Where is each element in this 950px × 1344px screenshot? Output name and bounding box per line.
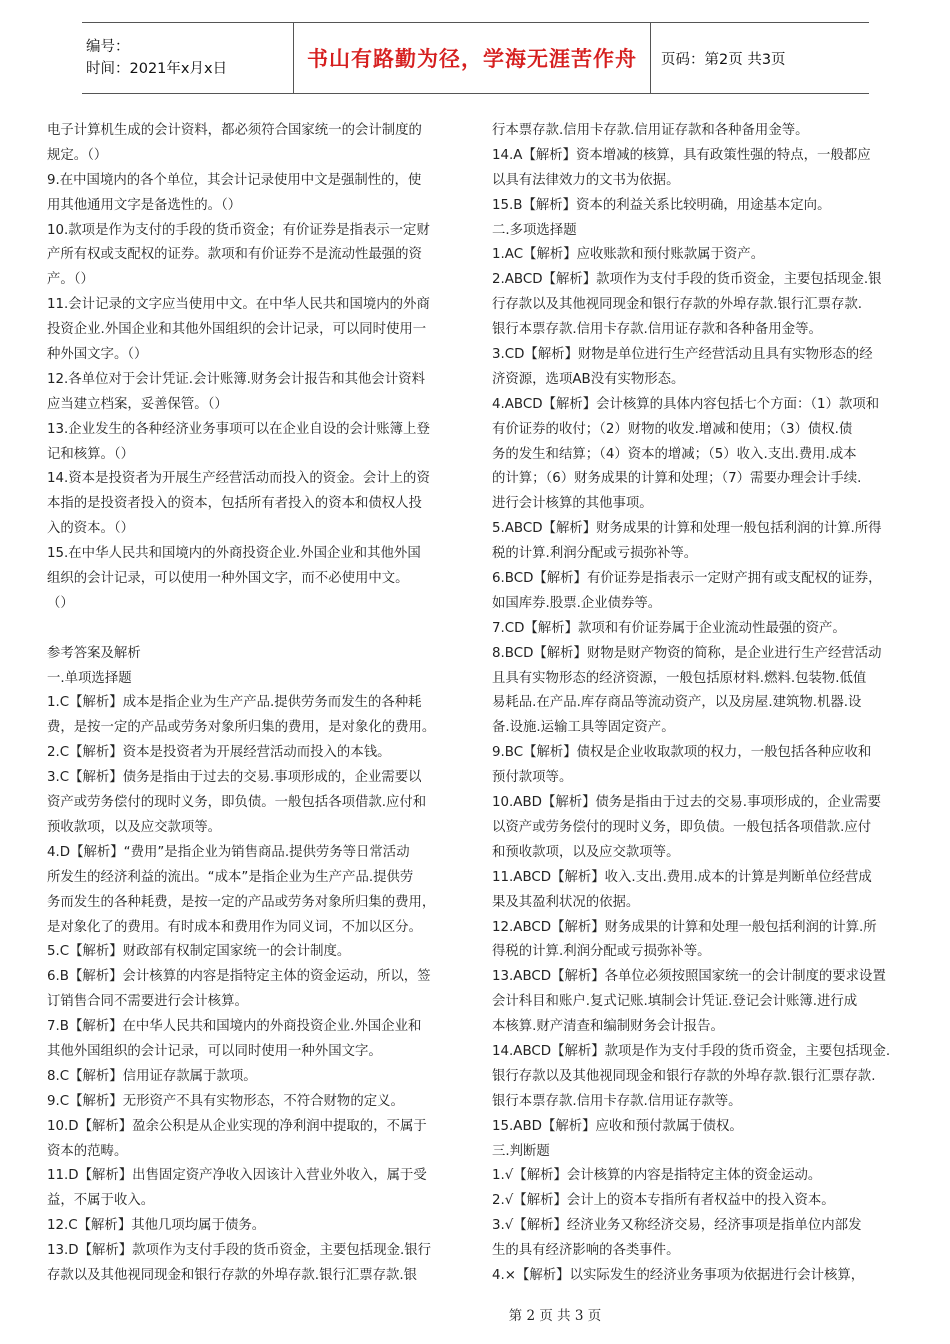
text-line: 12.ABCD【解析】财务成果的计算和处理一般包括利润的计算.所 (492, 919, 877, 935)
text-line: 13.企业发生的各种经济业务事项可以在企业自设的会计账簿上登 (47, 421, 430, 437)
text-line: 资本的范畴。 (47, 1143, 128, 1159)
text-line: 10.ABD【解析】债务是指由于过去的交易.事项形成的，企业需要 (492, 795, 881, 811)
text-line: 13.ABCD【解析】各单位必须按照国家统一的会计制度的要求设置 (492, 969, 886, 985)
text-line: 14.A【解析】资本增减的核算，具有政策性强的特点，一般都应 (492, 147, 871, 163)
text-line: 组织的会计记录，可以使用一种外国文字，而不必使用中文。 (47, 571, 409, 587)
text-line: 4.ABCD【解析】会计核算的具体内容包括七个方面：（1）款项和 (492, 396, 880, 412)
text-line: 存款以及其他视同现金和银行存款的外埠存款.银行汇票存款.银 (47, 1267, 418, 1283)
text-line: 1.AC【解析】应收账款和预付账款属于资产。 (492, 247, 765, 263)
text-line: 10.D【解析】盈余公积是从企业实现的净利润中提取的，不属于 (47, 1118, 427, 1134)
text-line: 15.B【解析】资本的利益关系比较明确，用途基本定向。 (492, 197, 831, 213)
text-line: 8.C【解析】信用证存款属于款项。 (47, 1068, 257, 1084)
header-left (82, 23, 293, 93)
text-line: 2.ABCD【解析】款项作为支付手段的货币资金，主要包括现金.银 (492, 272, 882, 288)
text-line: 5.ABCD【解析】财务成果的计算和处理一般包括利润的计算.所得 (492, 521, 882, 537)
text-line: 得税的计算.利润分配或亏损弥补等。 (492, 944, 711, 960)
text-line: 银行本票存款.信用卡存款.信用证存款等。 (492, 1093, 742, 1109)
text-line: 种外国文字。（） (47, 347, 148, 363)
text-line: 和预收款项，以及应交款项等。 (492, 844, 680, 860)
text-line: 6.BCD【解析】有价证券是指表示一定财产拥有或支配权的证券， (492, 571, 882, 587)
text-line: 产所有权或支配权的证券。款项和有价证券不是流动性最强的资 (47, 247, 422, 263)
text-line: 3.C【解析】债务是指由于过去的交易.事项形成的，企业需要以 (47, 770, 422, 786)
text-line: 务的发生和结算；（4）资本的增减；（5）收入.支出.费用.成本 (492, 446, 857, 462)
text-line: 备.设施.运输工具等固定资产。 (492, 720, 675, 736)
text-line: 济资源，选项AB没有实物形态。 (492, 371, 685, 387)
text-line: 预收款项，以及应交款项等。 (47, 819, 222, 835)
text-line: 用其他通用文字是备选性的。（） (47, 197, 242, 213)
text-line: 税的计算.利润分配或亏损弥补等。 (492, 546, 698, 562)
text-line: 的计算；（6）财务成果的计算和处理；（7）需要办理会计手续. (492, 471, 862, 487)
text-line: 费，是按一定的产品或劳务对象所归集的费用，是对象化的费用。 (47, 720, 436, 736)
text-line: 9.BC【解析】债权是企业收取款项的权力，一般包括各种应收和 (492, 745, 872, 761)
text-line: 三.判断题 (492, 1143, 550, 1159)
text-line: 银行存款以及其他视同现金和银行存款的外埠存款.银行汇票存款. (492, 1068, 876, 1084)
text-line: 3.√【解析】经济业务又称经济交易，经济事项是指单位内部发 (492, 1218, 862, 1234)
text-line: 如国库券.股票.企业债券等。 (492, 595, 662, 611)
text-line: 11.ABCD【解析】收入.支出.费用.成本的计算是判断单位经营成 (492, 869, 872, 885)
text-line: 入的资本。（） (47, 521, 135, 537)
text-line: 以资产或劳务偿付的现时义务，即负债。一般包括各项借款.应付 (492, 819, 872, 835)
text-line: 以具有法律效力的文书为依据。 (492, 172, 680, 188)
text-line: 7.CD【解析】款项和有价证券属于企业流动性最强的资产。 (492, 620, 846, 636)
text-line: 9.在中国境内的各个单位，其会计记录使用中文是强制性的，使 (47, 172, 422, 188)
text-line: 14.ABCD【解析】款项是作为支付手段的货币资金，主要包括现金. (492, 1043, 891, 1059)
text-line: 易耗品.在产品.库存商品等流动资产，以及房屋.建筑物.机器.设 (492, 695, 862, 711)
text-line: 二.多项选择题 (492, 222, 577, 238)
text-line: 2.√【解析】会计上的资本专指所有者权益中的投入资本。 (492, 1193, 835, 1209)
number-label: 编号： (86, 39, 130, 55)
text-line: 8.BCD【解析】财物是财产物资的简称，是企业进行生产经营活动 (492, 645, 882, 661)
text-line: 生的具有经济影响的各类事件。 (492, 1243, 680, 1259)
text-line: 4.D【解析】“费用”是指企业为销售商品.提供劳务等日常活动 (47, 844, 410, 860)
text-line: 3.CD【解析】财物是单位进行生产经营活动且具有实物形态的经 (492, 347, 873, 363)
text-line: （） (47, 595, 74, 611)
text-line: 2.C【解析】资本是投资者为开展经营活动而投入的本钱。 (47, 745, 391, 761)
text-line: 15.在中华人民共和国境内的外商投资企业.外国企业和其他外国 (47, 546, 421, 562)
text-line: 1.C【解析】成本是指企业为生产产品.提供劳务而发生的各种耗 (47, 695, 422, 711)
text-line: 一.单项选择题 (47, 670, 132, 686)
text-line: 进行会计核算的其他事项。 (492, 496, 653, 512)
text-line: 9.C【解析】无形资产不具有实物形态，不符合财物的定义。 (47, 1093, 404, 1109)
text-line: 所发生的经济利益的流出。“成本”是指企业为生产产品.提供劳 (47, 869, 414, 885)
text-line: 规定。（） (47, 147, 108, 163)
text-line: 7.B【解析】在中华人民共和国境内的外商投资企业.外国企业和 (47, 1019, 422, 1035)
page-header (82, 22, 869, 94)
text-line: 14.资本是投资者为开展生产经营活动而投入的资金。会计上的资 (47, 471, 430, 487)
text-line: 本核算.财产清查和编制财务会计报告。 (492, 1019, 724, 1035)
text-line: 产。（） (47, 272, 94, 288)
text-line: 行本票存款.信用卡存款.信用证存款和各种备用金等。 (492, 123, 809, 138)
text-line: 务而发生的各种耗费，是按一定的产品或劳务对象所归集的费用， (47, 894, 436, 910)
text-line: 15.ABD【解析】应收和预付款属于债权。 (492, 1118, 743, 1134)
text-line: 果及其盈利状况的依据。 (492, 894, 640, 910)
text-line: 参考答案及解析 (47, 645, 141, 661)
text-line: 投资企业.外国企业和其他外国组织的会计记录，可以同时使用一 (47, 322, 427, 338)
time-label: 时间：2021年x月x日 (86, 61, 228, 77)
text-line: 13.D【解析】款项作为支付手段的货币资金，主要包括现金.银行 (47, 1243, 432, 1259)
text-line: 有价证券的收付；（2）财物的收发.增减和使用；（3）债权.债 (492, 421, 853, 437)
text-line: 订销售合同不需要进行会计核算。 (47, 994, 248, 1010)
text-line: 6.B【解析】会计核算的内容是指特定主体的资金运动，所以，签 (47, 969, 431, 985)
page-footer: 第 2 页 共 3 页 (508, 1308, 602, 1324)
text-line: 电子计算机生成的会计资料，都必须符合国家统一的会计制度的 (47, 123, 422, 138)
text-line: 预付款项等。 (492, 770, 573, 786)
text-line: 1.√【解析】会计核算的内容是指特定主体的资金运动。 (492, 1168, 822, 1184)
left-column (47, 119, 461, 1289)
text-line: 应当建立档案，妥善保管。（） (47, 396, 228, 412)
text-line: 4.×【解析】以实际发生的经济业务事项为依据进行会计核算， (492, 1267, 865, 1283)
text-line: 5.C【解析】财政部有权制定国家统一的会计制度。 (47, 944, 351, 960)
text-line: 益，不属于收入。 (47, 1193, 155, 1209)
text-line: 银行本票存款.信用卡存款.信用证存款和各种备用金等。 (492, 322, 822, 338)
text-line: 12.各单位对于会计凭证.会计账簿.财务会计报告和其他会计资料 (47, 371, 425, 387)
text-line: 资产或劳务偿付的现时义务，即负债。一般包括各项借款.应付和 (47, 795, 427, 811)
text-line: 11.D【解析】出售固定资产净收入因该计入营业外收入，属于受 (47, 1168, 427, 1184)
text-line: 其他外国组织的会计记录，可以同时使用一种外国文字。 (47, 1043, 382, 1059)
text-line: 11.会计记录的文字应当使用中文。在中华人民共和国境内的外商 (47, 297, 430, 313)
text-line: 10.款项是作为支付的手段的货币资金；有价证券是指表示一定财 (47, 222, 430, 238)
text-line: 且具有实物形态的经济资源，一般包括原材料.燃料.包装物.低值 (492, 670, 867, 686)
text-line: 12.C【解析】其他几项均属于债务。 (47, 1218, 266, 1234)
text-line: 记和核算。（） (47, 446, 135, 462)
text-line: 是对象化了的费用。有时成本和费用作为同义词，不加以区分。 (47, 919, 422, 935)
text-line: 本指的是投资者投入的资本，包括所有者投入的资本和债权人投 (47, 496, 422, 512)
text-line: 会计科目和账户.复式记账.填制会计凭证.登记会计账簿.进行成 (492, 994, 858, 1010)
text-line: 行存款以及其他视同现金和银行存款的外埠存款.银行汇票存款. (492, 297, 863, 313)
header-motto: 书山有路勤为径，学海无涯苦作舟 (293, 23, 651, 93)
header-page-info: 页码：第2页 共3页 (661, 51, 786, 68)
right-column (492, 119, 910, 1289)
text-line (47, 617, 461, 642)
